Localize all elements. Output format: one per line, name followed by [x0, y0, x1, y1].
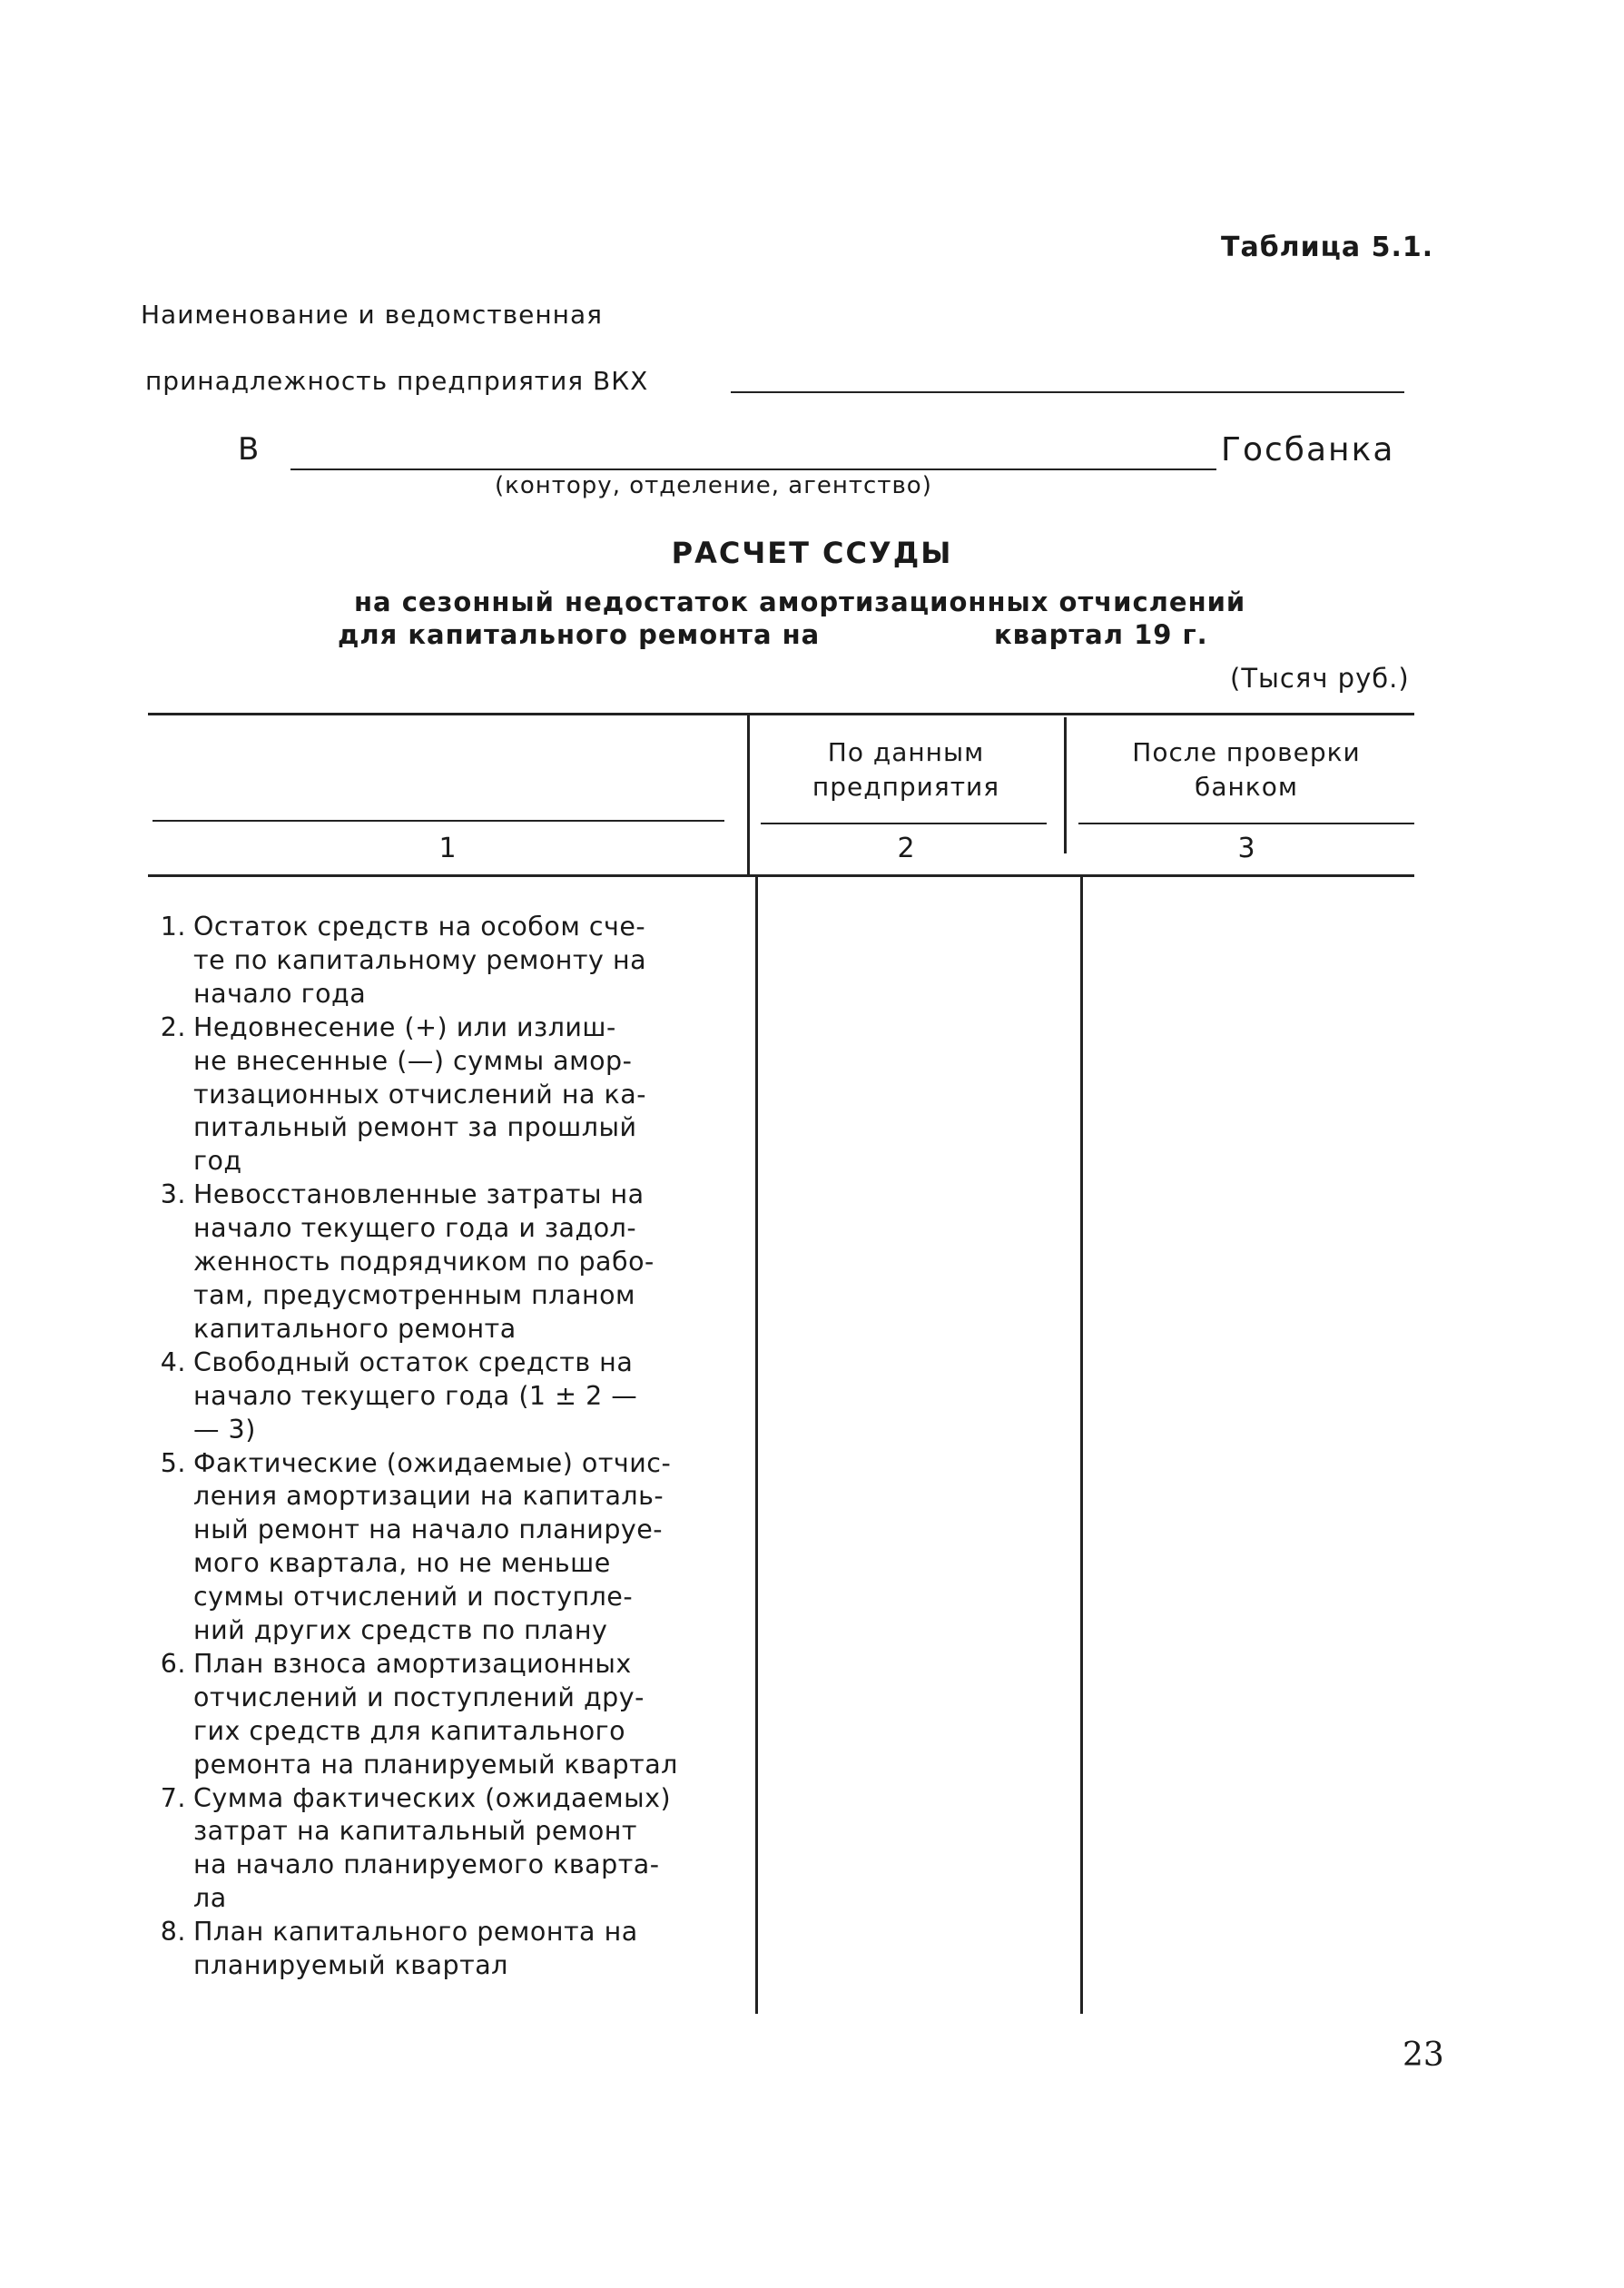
row-text: затрат на капитальный ремонт [193, 1816, 638, 1847]
row-text: начало года [193, 978, 367, 1009]
table-row-line [145, 1045, 744, 1079]
table-row-line [145, 1815, 744, 1849]
row-text: гих средств для капитального [193, 1715, 626, 1746]
col3-header-line1: После проверки [1132, 737, 1361, 767]
column-number-2: 2 [897, 833, 915, 864]
row-text: План взноса амортизационных [193, 1648, 632, 1679]
row-number [145, 1849, 193, 1882]
row-text: ний других средств по плану [193, 1615, 608, 1646]
table-row-line [145, 1380, 744, 1414]
row-number [145, 1749, 193, 1782]
table-row-line [145, 1414, 744, 1447]
row-number: 5. [160, 1447, 186, 1478]
row-number [145, 1480, 193, 1514]
row-text: питальный ремонт за прошлый [193, 1112, 637, 1143]
table-row-line [145, 1782, 744, 1816]
row-number: 3. [160, 1179, 186, 1210]
row-text: капитального ремонта [193, 1313, 517, 1344]
table-row-line [145, 1111, 744, 1145]
table-row-line [145, 1648, 744, 1681]
bank-prefix: В [238, 431, 260, 468]
row-text: суммы отчислений и поступле- [193, 1582, 634, 1612]
table-row-line [145, 1079, 744, 1112]
row-text: не внесенные (—) суммы амор- [193, 1045, 633, 1076]
row-number [145, 1246, 193, 1279]
row-number [145, 1514, 193, 1547]
table-row-line [145, 1849, 744, 1882]
row-number [145, 1614, 193, 1648]
table-row-line [145, 1145, 744, 1179]
table-row-line [145, 1212, 744, 1246]
row-text: женность подрядчиком по рабо- [193, 1247, 655, 1277]
row-text: там, предусмотренным планом [193, 1279, 636, 1310]
row-text: Остаток средств на особом сче- [193, 912, 646, 942]
table-row-line [145, 1346, 744, 1380]
enterprise-name-label-line1: Наименование и ведомственная [141, 300, 603, 330]
row-text: Невосстановленные затраты на [193, 1179, 645, 1210]
row-number [145, 1079, 193, 1112]
table-row-line [145, 1480, 744, 1514]
table-row-line [145, 1882, 744, 1916]
row-number: 7. [160, 1782, 186, 1813]
table-row-line [145, 944, 744, 978]
row-text: начало текущего года и задол- [193, 1213, 637, 1244]
row-text: мого квартала, но не меньше [193, 1548, 611, 1579]
document-subtitle-line2a: для капитального ремонта на [338, 619, 821, 650]
row-number [145, 1547, 193, 1581]
table-row-line [145, 1279, 744, 1313]
header-bottom-rule-col3 [1078, 823, 1414, 824]
row-text: те по капитальному ремонту на [193, 944, 647, 975]
row-number [145, 1681, 193, 1715]
column-divider-2-lower [1080, 874, 1083, 2014]
column-numbers-bottom-rule [148, 874, 1414, 877]
table-label: Таблица 5.1. [1221, 232, 1434, 263]
header-bottom-rule-col2 [761, 823, 1047, 824]
row-number [145, 1212, 193, 1246]
row-number [145, 1949, 193, 1983]
row-text: ления амортизации на капиталь- [193, 1481, 664, 1512]
column-divider-1-lower [755, 874, 758, 2014]
row-text: ла [193, 1883, 227, 1914]
row-number [145, 1380, 193, 1414]
row-text: начало текущего года (1 ± 2 — [193, 1380, 638, 1411]
row-text: на начало планируемого кварта- [193, 1849, 660, 1880]
row-text: Недовнесение (+) или излиш- [193, 1011, 616, 1042]
table-row-line [145, 1949, 744, 1983]
page-number: 23 [1403, 2037, 1444, 2074]
table-top-rule [148, 713, 1414, 715]
row-text: ремонта на планируемый квартал [193, 1749, 678, 1780]
row-text: год [193, 1146, 242, 1177]
col3-header [1078, 735, 1414, 804]
row-text: — 3) [193, 1414, 256, 1445]
table-row-line [145, 1681, 744, 1715]
table-row-line [145, 911, 744, 944]
table-row-line [145, 1313, 744, 1346]
row-number [145, 944, 193, 978]
enterprise-name-fill-line [731, 391, 1404, 393]
document-subtitle-line1: на сезонный недостаток амортизационных отчислений [354, 587, 1246, 617]
row-number [145, 1882, 193, 1916]
row-number [145, 1815, 193, 1849]
row-number: 1. [160, 912, 186, 942]
table-row-line [145, 978, 744, 1011]
bank-suffix: Госбанка [1221, 431, 1395, 468]
row-number: 6. [160, 1648, 186, 1679]
document-subtitle-line2b: квартал 19 г. [994, 619, 1208, 650]
enterprise-name-label-line2: принадлежность предприятия ВКХ [145, 366, 649, 396]
row-number [145, 1111, 193, 1145]
header-bottom-rule-col1 [153, 820, 724, 822]
table-row-line [145, 1581, 744, 1614]
row-number [145, 1279, 193, 1313]
table-row-line [145, 1715, 744, 1749]
row-text: тизационных отчислений на ка- [193, 1079, 646, 1109]
column-number-1: 1 [438, 833, 457, 864]
bank-hint: (контору, отделение, агентство) [495, 472, 932, 499]
row-text: отчислений и поступлений дру- [193, 1681, 645, 1712]
table-row-line [145, 1514, 744, 1547]
bank-fill-line [290, 468, 1216, 470]
col2-header-line2: предприятия [812, 772, 1000, 802]
column-divider-2-upper [1064, 717, 1067, 853]
row-text: планируемый квартал [193, 1950, 508, 1981]
row-number [145, 1045, 193, 1079]
document-title: РАСЧЕТ ССУДЫ [671, 536, 953, 570]
row-number [145, 1581, 193, 1614]
row-text: План капитального ремонта на [193, 1917, 638, 1948]
row-text: Свободный остаток средств на [193, 1346, 634, 1377]
row-number: 8. [160, 1917, 186, 1948]
column-number-3: 3 [1237, 833, 1255, 864]
unit-label: (Тысяч руб.) [1230, 663, 1410, 694]
table-row-line [145, 1547, 744, 1581]
table-row-line [145, 1246, 744, 1279]
row-number [145, 1414, 193, 1447]
row-number [145, 1715, 193, 1749]
row-number: 2. [160, 1011, 186, 1042]
row-text: Фактические (ожидаемые) отчис- [193, 1447, 672, 1478]
column-divider-1-upper [747, 713, 750, 874]
row-text: Сумма фактических (ожидаемых) [193, 1782, 672, 1813]
table-row-line [145, 1614, 744, 1648]
row-number [145, 1313, 193, 1346]
table-row-line [145, 1749, 744, 1782]
col2-header-line1: По данным [827, 737, 985, 767]
col3-header-line2: банком [1195, 772, 1298, 802]
row-text: ный ремонт на начало планируе- [193, 1514, 664, 1545]
row-number [145, 1145, 193, 1179]
table-row-line [145, 1011, 744, 1045]
table-row-line [145, 1179, 744, 1212]
row-number: 4. [160, 1346, 186, 1377]
col2-header [761, 735, 1051, 804]
table-row-line [145, 1916, 744, 1949]
table-row-line [145, 1447, 744, 1481]
row-number [145, 978, 193, 1011]
table-rows [145, 911, 744, 1983]
